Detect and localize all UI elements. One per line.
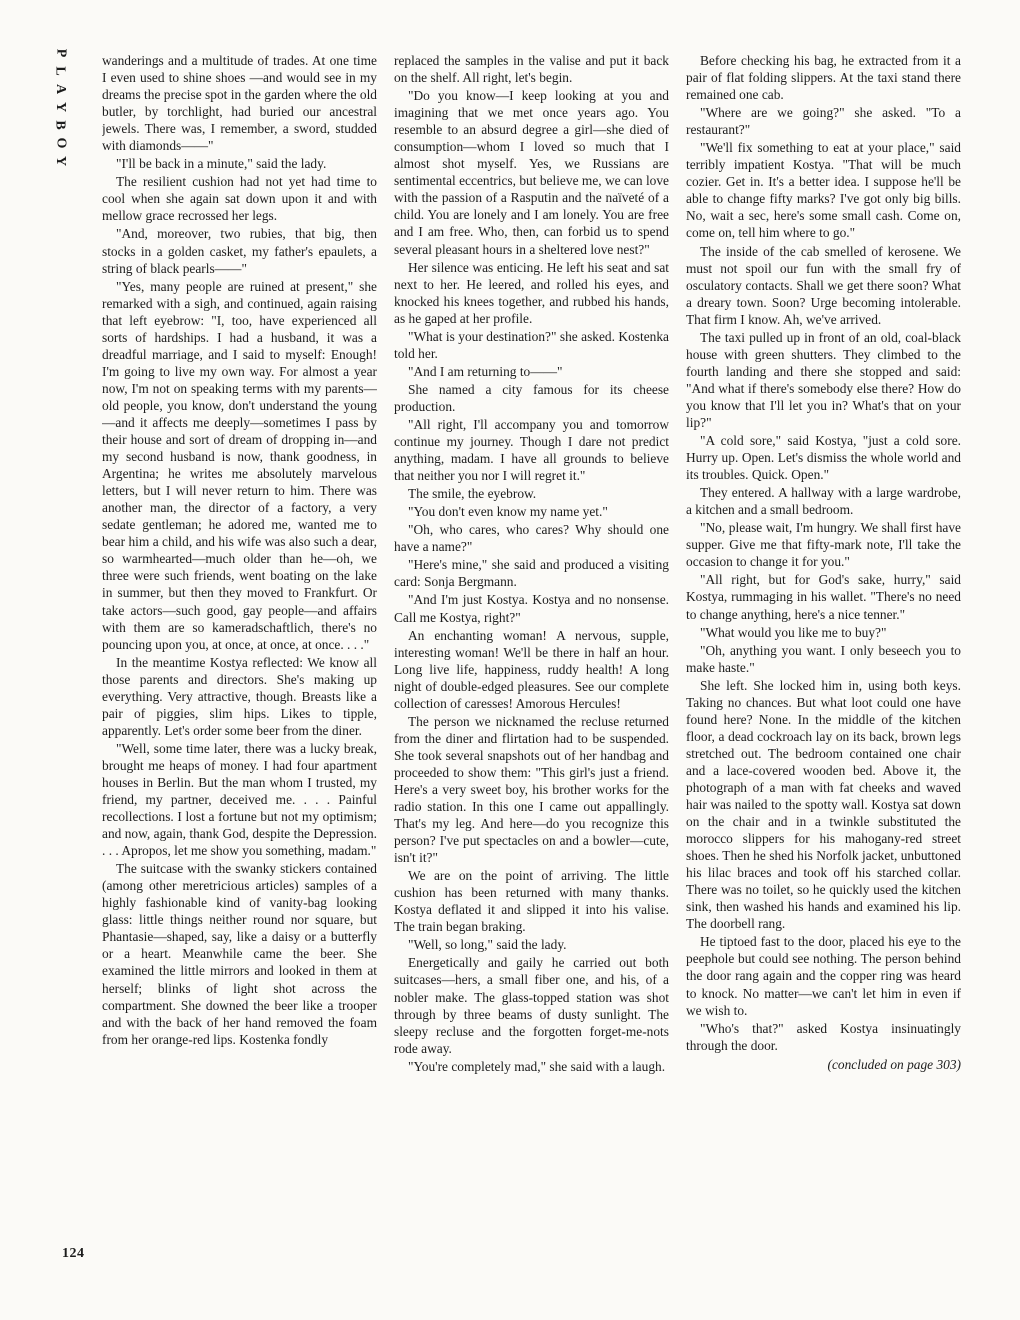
paragraph: "Here's mine," she said and produced a visiting card: Sonja Bergmann. bbox=[394, 557, 669, 590]
paragraph: "What is your destination?" she asked. Kostenka told her. bbox=[394, 328, 669, 361]
masthead-letter: B bbox=[53, 120, 68, 130]
paragraph: "Well, so long," said the lady. bbox=[408, 937, 567, 953]
paragraph: An enchanting woman! A nervous, supple, interesting woman! We'll be there in half an hour. Long live life, happiness, ruddy health! A long night of double-edged pleasures. See our complete collection of caresses! Amorous Hercules! bbox=[394, 627, 669, 711]
paragraph: "And I am returning to——" bbox=[408, 363, 563, 379]
masthead-letter: O bbox=[52, 137, 68, 149]
paragraph: The smile, the eyebrow. bbox=[408, 486, 537, 502]
paragraph: "And, moreover, two rubies, that big, then stocks in a golden casket, my father's epaulets, a string of black pearls——" bbox=[102, 226, 377, 276]
paragraph: "All right, I'll accompany you and tomorrow continue my journey. Though I dare not predict anything, madam. I have all grounds to believe that neither you nor I will regret it." bbox=[394, 416, 669, 484]
playboy-masthead bbox=[48, 44, 72, 170]
paragraph: "We'll fix something to eat at your place," said terribly impatient Kostya. "That will be much cozier. Get in. It's a better idea. I suppose he'll be able to change fifty marks? I've got only big bills. No, wait a sec, here's some small cash. Come on, come on, tell him where to go." bbox=[686, 140, 961, 241]
masthead-letter: P bbox=[53, 48, 68, 58]
paragraph: The resilient cushion had not yet had time to cool when she again sat down upon it and with mellow grace recrossed her legs. bbox=[102, 174, 377, 224]
paragraph: "Oh, anything you want. I only beseech you to make haste." bbox=[686, 642, 961, 675]
paragraph: He tiptoed fast to the door, placed his eye to the peephole but could see nothing. The person behind the door rang again and the copper ring was heard to knock. No matter—we can't let him in even if we wish to. bbox=[686, 934, 961, 1018]
paragraph: "You're completely mad," she said with a laugh. bbox=[408, 1058, 666, 1074]
masthead-letter: A bbox=[53, 83, 68, 95]
paragraph: The suitcase with the swanky stickers contained (among other meretricious articles) samples of a highly fashionable kind of vanity-bag looking glass: little things neither round nor square, but Phantasie—shaped, say, like a daisy or a butterfly or a heart. Meanwhile came the beer. She examined the little mirrors and looked in them at herself; blinks of light shot across the compartment. She downed the beer like a trooper and with the back of her hand removed the foam from her orange-red lips. Kostenka fondly bbox=[102, 861, 377, 1047]
paragraph: "Where are we going?" she asked. "To a restaurant?" bbox=[686, 105, 961, 138]
paragraph: Before checking his bag, he extracted from it a pair of flat folding slippers. At the taxi stand there remained one cab. bbox=[686, 53, 961, 103]
paragraph: She left. She locked him in, using both keys. Taking no chances. But what loot could one have found here? None. In the middle of the kitchen floor, a dead cockroach lay on its back, brown legs stretched out. The bedroom contained one chair and a lace-covered wooden bed. Above it, the photograph of a man with fat cheeks and waved hair was nailed to the spotty wall. Kostya sat down on the chair and in a twinkle substituted the morocco slippers for his mahogany-red street shoes. Then he shed his Norfolk jacket, unbuttoned his lilac braces and took off his starched collar. There was no toilet, so he quickly used the kitchen sink, then washed his hands and examined his lip. The doorbell rang. bbox=[686, 677, 961, 932]
paragraph: "Well, some time later, there was a lucky break, brought me heaps of money. I had four apartment houses in Berlin. But the man whom I trusted, my friend, my partner, deceived me. . . . Painful recollections. I lost a fortune but not my optimism; and now, again, thank God, despite the Depression. . . . Apropos, let me show you something, madam." bbox=[102, 740, 377, 859]
paragraph: "And I'm just Kostya. Kostya and no nonsense. Call me Kostya, right?" bbox=[394, 592, 669, 625]
paragraph: The taxi pulled up in front of an old, coal-black house with green shutters. They climbed to the fourth landing and there she stopped and said: "And what if there's somebody else there? How do you know that I'll let you in? What's that on your lip?" bbox=[686, 329, 961, 430]
paragraph: "All right, but for God's sake, hurry," said Kostya, rummaging in his wallet. "There's no need to change anything, here's a nice tenner." bbox=[686, 572, 961, 622]
paragraph: "Oh, who cares, who cares? Why should one have a name?" bbox=[394, 522, 669, 555]
paragraph: "I'll be back in a minute," said the lady. bbox=[116, 156, 327, 172]
paragraph: Her silence was enticing. He left his seat and sat next to her. He leered, and rolled his eyes, and knocked his knees together, and rubbed his hands, as he gaped at her profile. bbox=[394, 259, 669, 326]
paragraph: "A cold sore," said Kostya, "just a cold sore. Hurry up. Open. Let's dismiss the whole world and its troubles. Quick. Open." bbox=[686, 433, 961, 483]
page-number: 124 bbox=[62, 1246, 85, 1261]
paragraph: Energetically and gaily he carried out both suitcases—hers, a small fiber one, and his, of a nobler make. The glass-topped station was shot through by three beams of dusty sunlight. The sleepy recluse and the forgotten forget-me-nots rode away. bbox=[394, 955, 669, 1056]
text-column-1 bbox=[102, 52, 377, 1320]
paragraph: She named a city famous for its cheese production. bbox=[394, 381, 669, 414]
paragraph: The person we nicknamed the recluse returned from the diner and flirtation had to be suspended. She took several snapshots out of her handbag and proceeded to show them: "This girl's just a friend. Here's a very sweet boy, his brother works for the radio station. In this one I came out appallingly. That's my leg. And here—do you recognize this person? I've put spectacles on and a bowler—cute, isn't it?" bbox=[394, 713, 669, 866]
text-column-3 bbox=[686, 52, 961, 1320]
paragraph: In the meantime Kostya reflected: We know all those parents and directors. She's making up everything. Very attractive, though. Breasts like a pair of piggies, slim hips. Likes to tipple, apparently. Let's order some beer from the diner. bbox=[102, 654, 377, 738]
continuation-note: (concluded on page 303) bbox=[827, 1056, 961, 1072]
paragraph: "Yes, many people are ruined at present," she remarked with a sigh, and continued, again raising that left eyebrow: "I, too, have experienced all sorts of hardships. I had a husband, it was a dreadful marriage, and I said to myself: Enough! I'm going to live my own way. For almost a year now, I'm not on speaking terms with my parents—old people, you know, don't understand the young—and it affects me deeply—sometimes I pass by their house and sort of dream of dropping in—and my second husband is now, thank goodness, in Argentina; he writes me absolutely marvelous letters, but I will never return to him. There was another man, the director of a factory, a very sedate gentleman; he adored me, wanted me to bear him a child, and his wife was also such a dear, so warmhearted—much older than he—oh, we three were such friends, went boating on the lake in summer, but then they moved to Frankfurt. Or take actors—such good, gay people—and affairs with them are so kameradschaftlich, there's no pouncing upon you, at once, at once, at once. . . ." bbox=[102, 278, 377, 652]
paragraph: We are on the point of arriving. The little cushion has been returned with many thanks. Kostya deflated it and slipped it into his valise. The train began braking. bbox=[394, 868, 669, 935]
masthead-letter: L bbox=[53, 66, 68, 76]
paragraph: replaced the samples in the valise and put it back on the shelf. All right, let's begin. bbox=[394, 53, 669, 86]
paragraph: "Who's that?" asked Kostya insinuatingly through the door. bbox=[686, 1020, 961, 1053]
paragraph: "You don't even know my name yet." bbox=[408, 504, 608, 520]
paragraph: "Do you know—I keep looking at you and imagining that we met once years ago. You resemble to an absurd degree a girl—she died of consumption—whom I loved so much that I almost shot myself. Yes, we Russians are sentimental eccentrics, but believe me, we can love with the passion of a Rasputin and the naïveté of a child. You are lonely and I am lonely. You are free and I am free. Who, then, can forbid us to spend several pleasant hours in a sheltered love nest?" bbox=[394, 88, 669, 257]
paragraph: They entered. A hallway with a large wardrobe, a kitchen and a small bedroom. bbox=[686, 485, 961, 518]
masthead-letter: Y bbox=[53, 101, 68, 113]
text-column-2 bbox=[394, 52, 669, 1320]
paragraph: The inside of the cab smelled of kerosene. We must not spoil our fun with the small fry of osculatory contacts. Shall we get there soon? What a dreary town. Soon? Urge becoming intolerable. That firm I know. Ah, we've arrived. bbox=[686, 243, 961, 327]
paragraph: wanderings and a multitude of trades. At one time I even used to shine shoes —and would see in my dreams the precise spot in the garden where the old butler, by torchlight, had buried our ancestral jewels. There was, I remember, a sword, studded with diamonds——" bbox=[102, 53, 377, 154]
paragraph: "No, please wait, I'm hungry. We shall first have supper. Give me that fifty-mark note, I'll take the occasion to change it for you." bbox=[686, 520, 961, 570]
masthead-letter: Y bbox=[53, 155, 68, 167]
paragraph: "What would you like me to buy?" bbox=[700, 624, 887, 640]
